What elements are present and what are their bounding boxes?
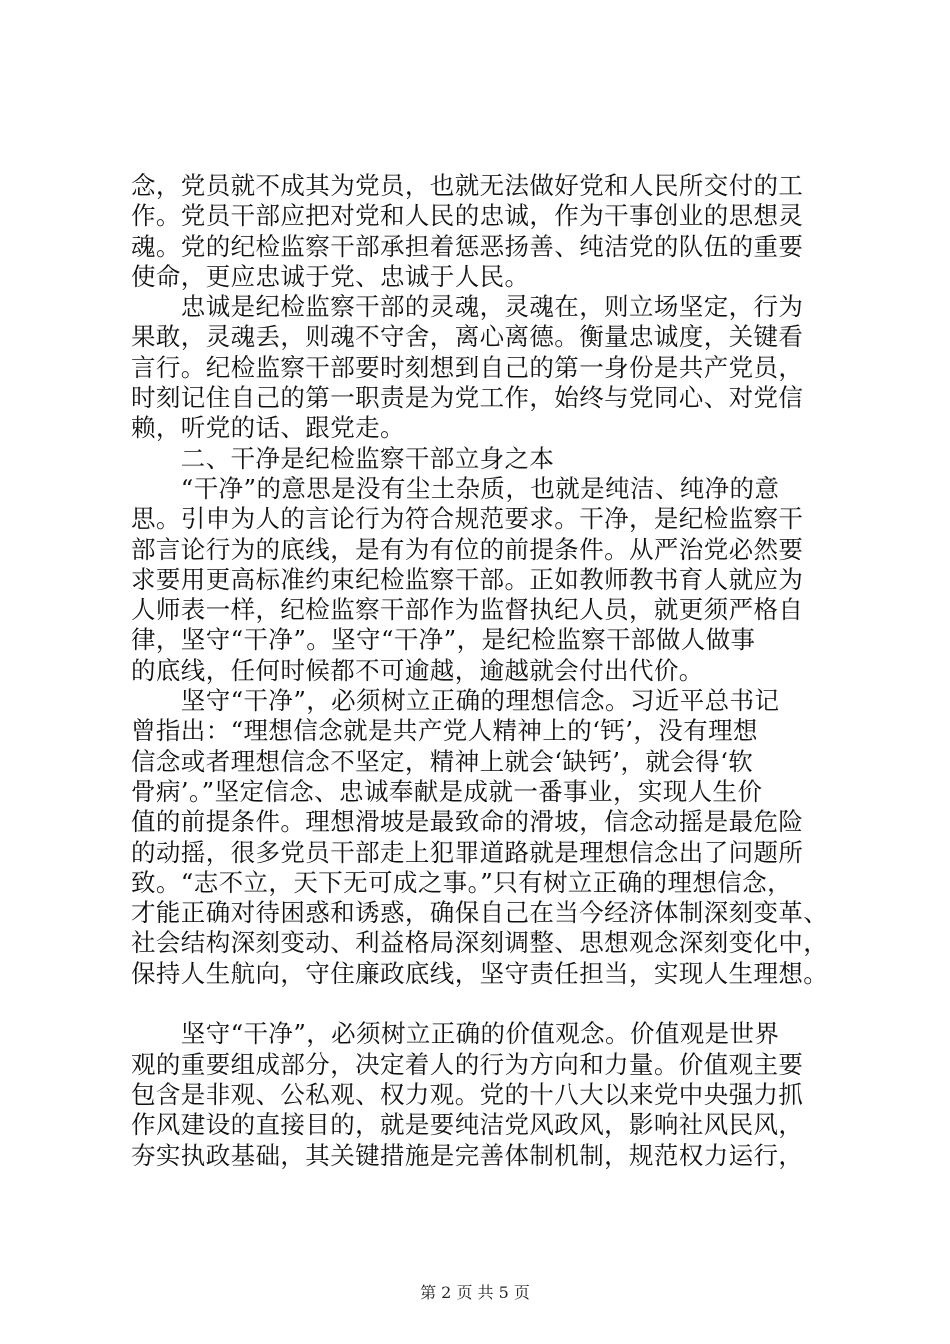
text-line: 思。引申为人的言论行为符合规范要求。干净，是纪检监察干 (131, 504, 804, 534)
text-line: 魂。党的纪检监察干部承担着惩恶扬善、纯洁党的队伍的重要 (131, 231, 804, 261)
text-line: 果敢，灵魂丢，则魂不守舍，离心离德。衡量忠诚度，关键看 (131, 322, 804, 352)
text-line: 坚守“干净”，必须树立正确的价值观念。价值观是世界 (131, 1019, 780, 1049)
text-line: 信念或者理想信念不坚定，精神上就会‘缺钙’，就会得‘软 (131, 746, 754, 776)
text-line: 保持人生航向，守住廉政底线，坚守责任担当，实现人生理想。 (131, 958, 829, 988)
text-line: 人师表一样，纪检监察干部作为监督执纪人员，就更须严格自 (131, 595, 804, 625)
text-line: 的底线，任何时候都不可逾越，逾越就会付出代价。 (131, 655, 704, 685)
text-line: 包含是非观、公私观、权力观。党的十八大以来党中央强力抓 (131, 1079, 804, 1109)
text-line: 坚守“干净”，必须树立正确的理想信念。习近平总书记 (131, 686, 780, 716)
document-body (131, 171, 851, 1171)
text-line: 求要用更高标准约束纪检监察干部。正如教师教书育人就应为 (131, 564, 804, 594)
text-line: 才能正确对待困惑和诱惑，确保自己在当今经济体制深刻变革、 (131, 898, 829, 928)
text-line: 作风建设的直接目的，就是要纯洁党风政风，影响社风民风， (131, 1110, 804, 1140)
text-line: 部言论行为的底线，是有为有位的前提条件。从严治党必然要 (131, 534, 804, 564)
text-line: 言行。纪检监察干部要时刻想到自己的第一身份是共产党员， (131, 352, 804, 382)
text-line: 致。“志不立，天下无可成之事。”只有树立正确的理想信念， (131, 867, 792, 897)
text-line: 观的重要组成部分，决定着人的行为方向和力量。价值观主要 (131, 1049, 804, 1079)
text-line: “干净”的意思是没有尘土杂质，也就是纯洁、纯净的意 (131, 473, 780, 503)
text-line: 时刻记住自己的第一职责是为党工作，始终与党同心、对党信 (131, 383, 804, 413)
text-line: 二、干净是纪检监察干部立身之本 (131, 443, 555, 473)
text-line: 念，党员就不成其为党员，也就无法做好党和人民所交付的工 (131, 171, 804, 200)
text-line: 值的前提条件。理想滑坡是最致命的滑坡，信念动摇是最危险 (131, 807, 804, 837)
page-footer: 第 2 页 共 5 页 (420, 1283, 530, 1302)
text-line: 使命，更应忠诚于党、忠诚于人民。 (131, 261, 530, 291)
text-line: 曾指出：“理想信念就是共产党人精神上的‘钙’，没有理想 (131, 716, 758, 746)
text-line: 律，坚守“干净”。坚守“干净”，是纪检监察干部做人做事 (131, 625, 756, 655)
text-line: 赖，听党的话、跟党走。 (131, 413, 405, 443)
text-line: 的动摇，很多党员干部走上犯罪道路就是理想信念出了问题所 (131, 837, 804, 867)
text-line: 夯实执政基础，其关键措施是完善体制机制，规范权力运行， (131, 1140, 804, 1170)
text-line: 社会结构深刻变动、利益格局深刻调整、思想观念深刻变化中， (131, 928, 829, 958)
text-line: 忠诚是纪检监察干部的灵魂，灵魂在，则立场坚定，行为 (131, 292, 804, 322)
text-line: 骨病’。”坚定信念、忠诚奉献是成就一番事业，实现人生价 (131, 776, 763, 806)
blank-line (131, 989, 851, 1019)
text-line: 作。党员干部应把对党和人民的忠诚，作为干事创业的思想灵 (131, 201, 804, 231)
